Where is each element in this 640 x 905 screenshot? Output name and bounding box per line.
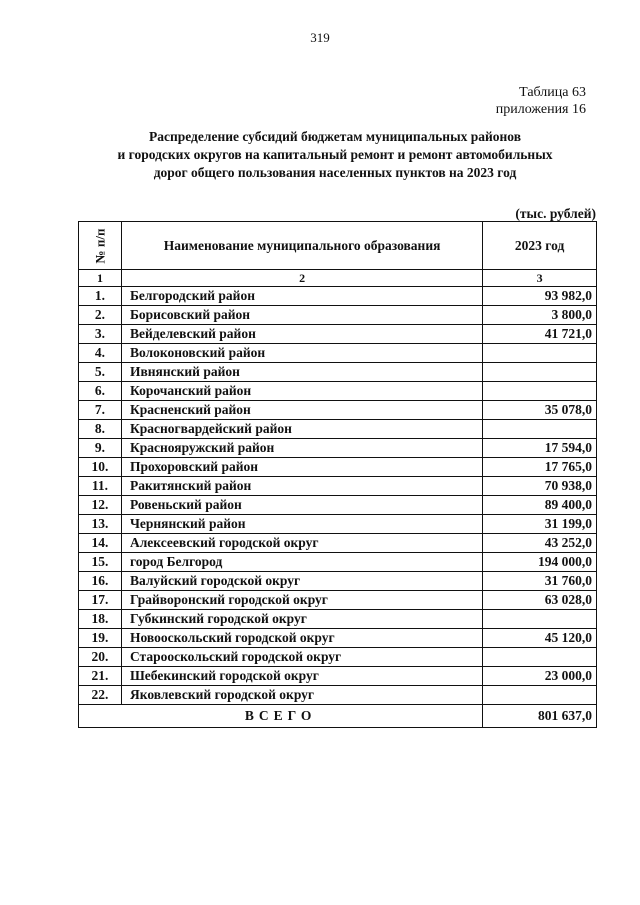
row-number: 18. [79, 610, 122, 629]
row-name: Алексеевский городской округ [121, 534, 482, 553]
header-name: Наименование муниципального образования [121, 222, 482, 270]
table-row [79, 572, 597, 591]
table-row [79, 667, 597, 686]
row-name: Ровеньский район [121, 496, 482, 515]
row-name: Чернянский район [121, 515, 482, 534]
units-label: (тыс. рублей) [515, 206, 596, 221]
column-number: 3 [483, 270, 597, 287]
title-line3: дорог общего пользования населенных пунктов на 2023 год [153, 165, 517, 180]
row-value: 43 252,0 [483, 534, 597, 553]
table-row [79, 591, 597, 610]
row-value: 41 721,0 [483, 325, 597, 344]
row-value [483, 382, 597, 401]
row-number: 20. [79, 648, 122, 667]
column-number: 2 [121, 270, 482, 287]
table-row [79, 686, 597, 705]
row-name: Губкинский городской округ [121, 610, 482, 629]
row-name: Грайворонский городской округ [121, 591, 482, 610]
table-body [79, 287, 597, 705]
row-value [483, 610, 597, 629]
row-value: 63 028,0 [483, 591, 597, 610]
row-name: Шебекинский городской округ [121, 667, 482, 686]
total-label: ВСЕГО [79, 705, 483, 728]
row-name: город Белгород [121, 553, 482, 572]
table-row [79, 306, 597, 325]
row-value [483, 648, 597, 667]
row-value: 31 199,0 [483, 515, 597, 534]
row-number: 17. [79, 591, 122, 610]
column-number-row [79, 270, 597, 287]
row-value: 3 800,0 [483, 306, 597, 325]
table-row [79, 648, 597, 667]
table-row [79, 363, 597, 382]
document-title [70, 128, 600, 182]
row-number: 21. [79, 667, 122, 686]
row-number: 12. [79, 496, 122, 515]
page-number: 319 [310, 30, 330, 45]
row-value: 89 400,0 [483, 496, 597, 515]
table-row [79, 515, 597, 534]
row-value: 35 078,0 [483, 401, 597, 420]
row-name: Ракитянский район [121, 477, 482, 496]
row-number: 13. [79, 515, 122, 534]
row-name: Прохоровский район [121, 458, 482, 477]
table-ref-line1: Таблица 63 [519, 85, 586, 100]
total-value: 801 637,0 [483, 705, 597, 728]
row-number: 19. [79, 629, 122, 648]
row-number: 3. [79, 325, 122, 344]
row-number: 8. [79, 420, 122, 439]
row-value: 23 000,0 [483, 667, 597, 686]
table-row [79, 382, 597, 401]
row-number: 22. [79, 686, 122, 705]
row-name: Старооскольский городской округ [121, 648, 482, 667]
table-row [79, 553, 597, 572]
row-value [483, 420, 597, 439]
row-number: 15. [79, 553, 122, 572]
row-value: 70 938,0 [483, 477, 597, 496]
header-row [79, 222, 597, 270]
row-value: 17 765,0 [483, 458, 597, 477]
table-ref-line2: приложения 16 [495, 102, 586, 117]
subsidy-table [78, 221, 597, 728]
row-name: Краснояружский район [121, 439, 482, 458]
row-value: 93 982,0 [483, 287, 597, 306]
row-name: Новооскольский городской округ [121, 629, 482, 648]
row-number: 9. [79, 439, 122, 458]
row-number: 11. [79, 477, 122, 496]
row-name: Корочанский район [121, 382, 482, 401]
table-row [79, 534, 597, 553]
row-name: Волоконовский район [121, 344, 482, 363]
row-name: Белгородский район [121, 287, 482, 306]
row-number: 1. [79, 287, 122, 306]
title-line1: Распределение субсидий бюджетам муниципальных районов [148, 129, 522, 144]
total-row [79, 705, 597, 728]
row-value [483, 363, 597, 382]
row-number: 16. [79, 572, 122, 591]
row-number: 14. [79, 534, 122, 553]
header-year: 2023 год [483, 222, 597, 270]
title-line2: и городских округов на капитальный ремонт и ремонт автомобильных [117, 147, 553, 162]
row-number: 5. [79, 363, 122, 382]
row-number: 4. [79, 344, 122, 363]
table-reference [496, 84, 586, 118]
table-row [79, 477, 597, 496]
row-value: 45 120,0 [483, 629, 597, 648]
row-number: 2. [79, 306, 122, 325]
row-name: Красногвардейский район [121, 420, 482, 439]
header-num [79, 222, 122, 270]
table-row [79, 420, 597, 439]
row-value [483, 344, 597, 363]
row-name: Ивнянский район [121, 363, 482, 382]
column-number: 1 [79, 270, 122, 287]
row-value: 31 760,0 [483, 572, 597, 591]
table-row [79, 629, 597, 648]
table-row [79, 496, 597, 515]
row-number: 10. [79, 458, 122, 477]
header-num-label: № п/п [91, 228, 107, 263]
row-name: Валуйский городской округ [121, 572, 482, 591]
table-row [79, 344, 597, 363]
table-row [79, 325, 597, 344]
row-name: Яковлевский городской округ [121, 686, 482, 705]
row-value: 194 000,0 [483, 553, 597, 572]
row-name: Красненский район [121, 401, 482, 420]
table-row [79, 439, 597, 458]
table-row [79, 287, 597, 306]
table-row [79, 458, 597, 477]
table-row [79, 610, 597, 629]
row-name: Борисовский район [121, 306, 482, 325]
row-value: 17 594,0 [483, 439, 597, 458]
table-row [79, 401, 597, 420]
row-value [483, 686, 597, 705]
row-name: Вейделевский район [121, 325, 482, 344]
row-number: 7. [79, 401, 122, 420]
row-number: 6. [79, 382, 122, 401]
